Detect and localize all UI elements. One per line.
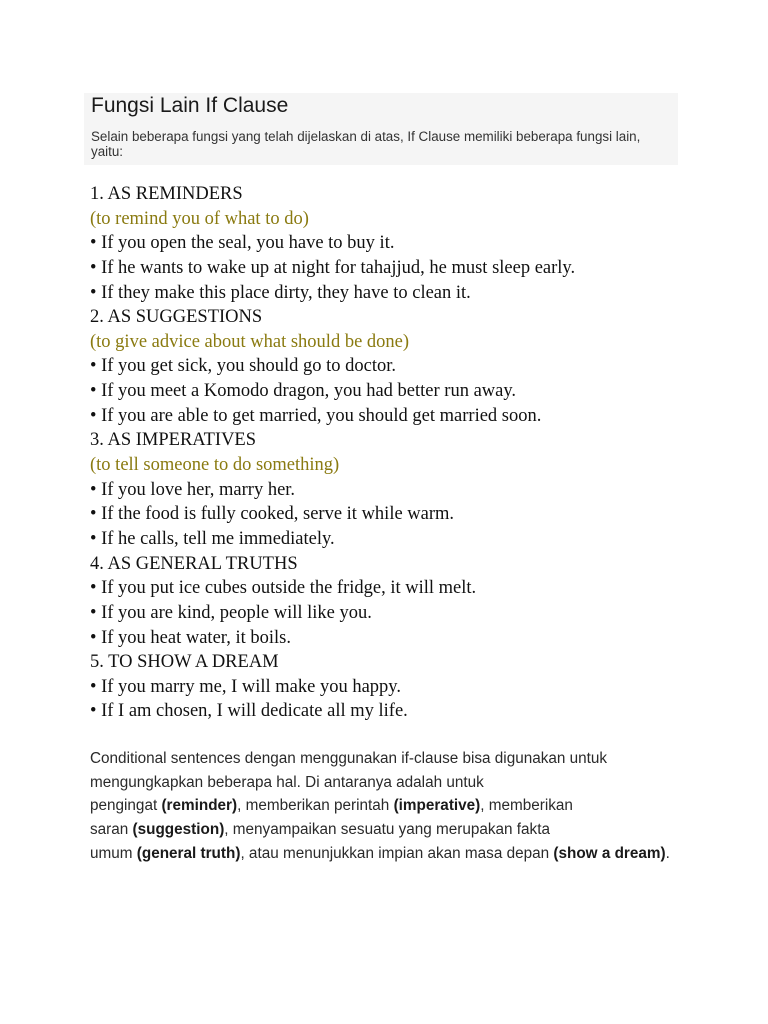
function-title-suggestions: 2. AS SUGGESTIONS [90,307,263,328]
conclusion-text: , menyampaikan sesuatu yang merupakan fakta [224,821,550,839]
example-sentence: • If they make this place dirty, they have to clean it. [90,282,471,303]
conclusion-text: Conditional sentences dengan menggunakan if-clause bisa digunakan untuk mengungkapkan beberapa hal. Di antaranya adalah untuk [90,750,608,791]
conclusion-text: , memberikan [480,797,573,815]
section-heading: Fungsi Lain If Clause [91,94,289,117]
function-title-general-truths: 4. AS GENERAL TRUTHS [90,553,298,574]
example-sentence: • If I am chosen, I will dedicate all my life. [90,701,408,722]
example-sentence: • If he wants to wake up at night for tahajjud, he must sleep early. [90,257,576,278]
example-sentence: • If you get sick, you should go to doctor. [90,356,397,377]
example-sentence: • If he calls, tell me immediately. [90,528,335,549]
intro-text: Selain beberapa fungsi yang telah dijelaskan di atas, If Clause memiliki beberapa fungsi lain, yaitu: [91,129,641,159]
example-sentence: • If you open the seal, you have to buy it. [90,233,395,254]
conclusion-text: . [665,844,670,862]
function-subtitle-reminders: (to remind you of what to do) [90,208,309,229]
function-subtitle-suggestions: (to give advice about what should be done) [90,331,410,352]
conclusion-text: saran [90,821,133,839]
term-show-dream: (show a dream) [553,844,666,862]
term-suggestion: (suggestion) [132,821,225,839]
function-title-imperatives: 3. AS IMPERATIVES [90,430,257,451]
function-title-show-dream: 5. TO SHOW A DREAM [90,652,279,673]
conclusion-text: pengingat [90,797,162,815]
term-imperative: (imperative) [393,797,481,815]
term-reminder: (reminder) [161,797,238,815]
conclusion-text: umum [90,844,137,862]
term-general-truth: (general truth) [136,844,241,862]
function-subtitle-imperatives: (to tell someone to do something) [90,455,340,476]
functions-list [90,182,690,724]
function-title-reminders: 1. AS REMINDERS [90,184,243,204]
conclusion-paragraph [90,747,680,866]
example-sentence: • If you love her, marry her. [90,479,296,500]
example-sentence: • If you meet a Komodo dragon, you had better run away. [90,381,517,402]
example-sentence: • If you put ice cubes outside the fridge, it will melt. [90,578,477,599]
example-sentence: • If the food is fully cooked, serve it while warm. [90,504,455,525]
conclusion-text: , atau menunjukkan impian akan masa depan [240,844,554,862]
example-sentence: • If you heat water, it boils. [90,627,291,648]
example-sentence: • If you marry me, I will make you happy. [90,676,401,697]
conclusion-text: , memberikan perintah [237,797,394,815]
example-sentence: • If you are able to get married, you should get married soon. [90,405,542,426]
example-sentence: • If you are kind, people will like you. [90,602,372,623]
